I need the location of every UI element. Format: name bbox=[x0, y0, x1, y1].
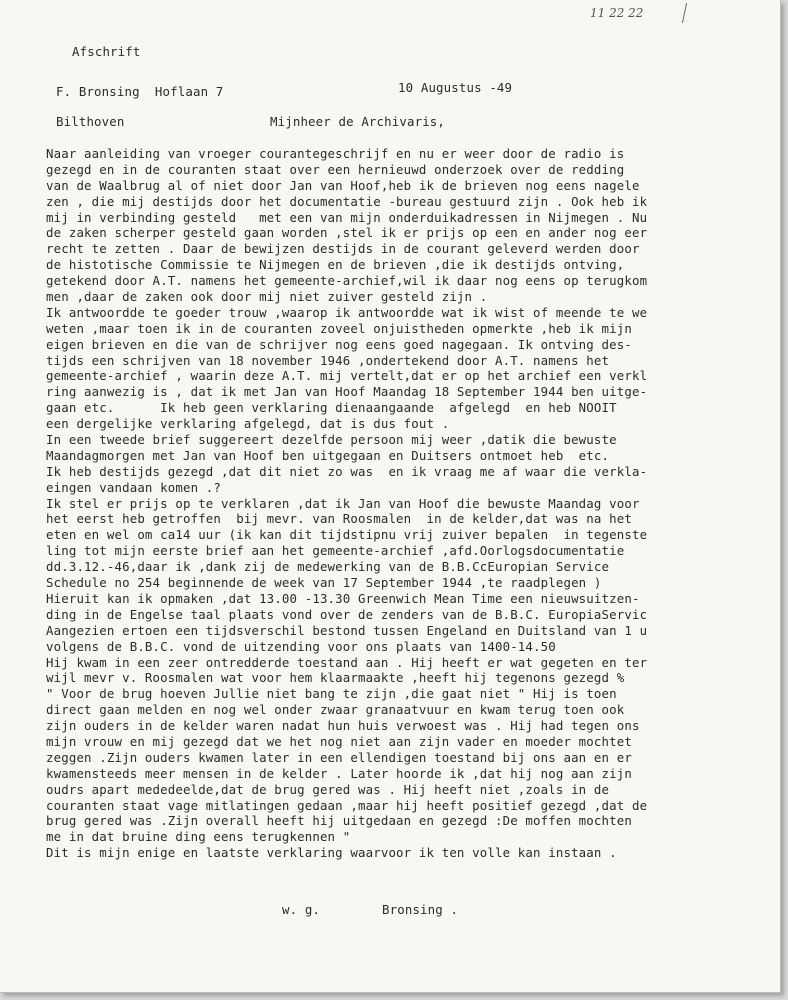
body-line: tijds een schrijven van 18 november 1946 ,ondertekend door A.T. namens het bbox=[46, 352, 610, 368]
body-line: direct gaan melden en nog wel onder zwaar granaatvuur en kwam terug toen ook bbox=[46, 702, 625, 718]
body-line: " Voor de brug hoeven Jullie niet bang te zijn ,die gaat niet " Hij is toen bbox=[46, 686, 617, 702]
body-line: het eerst heb getroffen bij mevr. van Roosmalen in de kelder,dat was na het bbox=[46, 511, 632, 527]
body-line: getekend door A.T. namens het gemeente-archief,wil ik daar nog eens op terugkom bbox=[46, 273, 648, 289]
body-line: ring aanwezig is , dat ik met Jan van Hoof Maandag 18 September 1944 ben uitge- bbox=[46, 384, 648, 400]
body-line: Ik heb destijds gezegd ,dat dit niet zo was en ik vraag me af waar die verkla- bbox=[46, 463, 648, 479]
body-line: couranten staat vage mitlatingen gedaan ,maar hij heeft positief gezegd ,dat de bbox=[46, 797, 648, 813]
body-line: Ik antwoordde te goeder trouw ,waarop ik antwoordde wat ik wist of meende te we bbox=[46, 304, 648, 320]
body-line: recht te zetten . Daar de bewijzen destijds in de courant geleverd werden door bbox=[46, 241, 640, 257]
body-line: oudrs apart mededeelde,dat de brug gered was . Hij heeft niet ,zoals in de bbox=[46, 781, 610, 797]
body-line: zen , die mij destijds door het documentatie -bureau gestuurd zijn . Ook heb ik bbox=[46, 193, 648, 209]
body-line: wijl mevr v. Roosmalen wat voor hem klaarmaakte ,heeft hij tegenons gezegd % bbox=[46, 670, 625, 686]
body-line: Dit is mijn enige en laatste verklaring waarvoor ik ten volle kan instaan . bbox=[46, 845, 617, 861]
body-line: Maandagmorgen met Jan van Hoof ben uitgegaan en Duitsers ontmoet heb etc. bbox=[46, 447, 610, 463]
body-line: van de Waalbrug al of niet door Jan van Hoof,heb ik de brieven nog eens nagele bbox=[46, 177, 640, 193]
body-line: kwamensteeds meer mensen in de kelder . Later hoorde ik ,dat hij nog aan zijn bbox=[46, 765, 632, 781]
body-line: brug gered was .Zijn overall heeft hij uitgedaan en gezegd :De moffen mochten bbox=[46, 813, 632, 829]
body-line: een dergelijke verklaring afgelegd, dat is dus fout . bbox=[46, 416, 450, 432]
body-line: Naar aanleiding van vroeger courantegeschrijf en nu er weer door de radio is bbox=[46, 146, 625, 161]
letter-date: 10 Augustus -49 bbox=[398, 80, 513, 95]
body-line: me in dat bruine ding eens terugkennen " bbox=[46, 829, 351, 845]
sender-line: F. Bronsing Hoflaan 7 bbox=[56, 84, 224, 99]
body-line: eingen vandaan komen .? bbox=[46, 479, 222, 495]
closing-name: Bronsing . bbox=[382, 902, 459, 917]
letter-body bbox=[46, 146, 647, 861]
body-line: mij in verbinding gesteld met een van mijn onderduikadressen in Nijmegen . Nu bbox=[46, 209, 648, 225]
body-line: In een tweede brief suggereert dezelfde persoon mij weer ,datik die bewuste bbox=[46, 432, 617, 448]
body-line: dd.3.12.-46,daar ik ,dank zij de medewerking van de B.B.CcEuropian Service bbox=[46, 559, 610, 575]
body-line: ling tot mijn eerste brief aan het gemeente-archief ,afd.Oorlogsdocumentatie bbox=[46, 543, 625, 559]
salutation: Mijnheer de Archivaris, bbox=[270, 114, 446, 129]
body-line: Hieruit kan ik opmaken ,dat 13.00 -13.30 Greenwich Mean Time een nieuwsuitzen- bbox=[46, 590, 640, 606]
body-line: gemeente-archief , waarin deze A.T. mij vertelt,dat er op het archief een verkl bbox=[46, 368, 648, 384]
body-line: eigen brieven en die van de schrijver nog eens goed nagegaan. Ik ontving des- bbox=[46, 336, 632, 352]
body-line: eten en wel om ca14 uur (ik kan dit tijdstipnu vrij zuiver bepalen in tegenste bbox=[46, 527, 648, 543]
body-line: zeggen .Zijn ouders kwamen later in een ellendigen toestand bij ons aan en er bbox=[46, 749, 632, 765]
heading: Afschrift bbox=[72, 44, 141, 59]
handwritten-mark-icon bbox=[672, 3, 687, 23]
body-line: Schedule no 254 beginnende de week van 17 September 1944 ,te raadplegen ) bbox=[46, 575, 602, 591]
body-line: gaan etc. Ik heb geen verklaring dienaangaande afgelegd en heb NOOIT bbox=[46, 400, 617, 416]
body-line: de histotische Commissie te Nijmegen en de brieven ,die ik destijds ontving, bbox=[46, 257, 625, 273]
body-line: de zaken scherper gesteld gaan worden ,stel ik er prijs op een en ander nog eer bbox=[46, 225, 648, 241]
body-line: Aangezien ertoen een tijdsverschil bestond tussen Engeland en Duitsland van 1 u bbox=[46, 622, 648, 638]
body-line: ding in de Engelse taal plaats vond over de zenders van de B.B.C. EuropiaServic bbox=[46, 606, 648, 622]
body-line: zijn ouders in de kelder waren nadat hun huis verwoest was . Hij had tegen ons bbox=[46, 718, 640, 734]
body-line: Hij kwam in een zeer ontredderde toestand aan . Hij heeft er wat gegeten en ter bbox=[46, 654, 648, 670]
closing-wg: w. g. bbox=[282, 902, 321, 917]
body-line: gezegd en in de couranten staat over een hernieuwd onderzoek over de redding bbox=[46, 161, 625, 177]
archive-number: 11 22 22 bbox=[590, 6, 644, 20]
body-line: volgens de B.B.C. vond de uitzending voor ons plaats van 1400-14.50 bbox=[46, 638, 556, 654]
body-line: men ,daar de zaken ook door mij niet zuiver gesteld zijn . bbox=[46, 289, 488, 305]
city: Bilthoven bbox=[56, 114, 125, 129]
body-line: Ik stel er prijs op te verklaren ,dat ik Jan van Hoof die bewuste Maandag voor bbox=[46, 495, 640, 511]
body-line: weten ,maar toen ik in de couranten zoveel onjuistheden opmerkte ,heb ik mijn bbox=[46, 320, 632, 336]
body-line: mijn vrouw en mij gezegd dat we het nog niet aan zijn vader en moeder mochtet bbox=[46, 733, 632, 749]
